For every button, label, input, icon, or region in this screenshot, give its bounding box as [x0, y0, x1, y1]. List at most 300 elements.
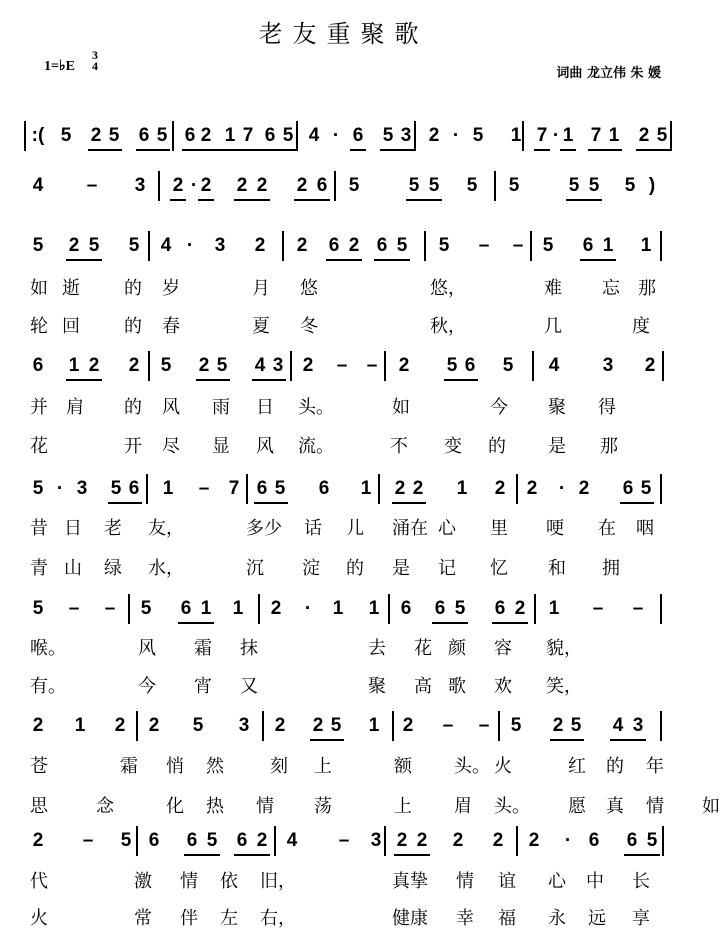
note: 3	[272, 355, 284, 376]
lyric-syllable: 山	[64, 558, 82, 579]
underline-beam	[564, 739, 582, 741]
barline	[24, 121, 26, 151]
lyric-syllable: 咽	[636, 518, 654, 539]
lyric-syllable: 岁	[162, 278, 180, 299]
note: 1	[562, 125, 574, 146]
lyric-syllable: 几	[544, 316, 562, 337]
lyric-syllable: 儿	[346, 518, 364, 539]
note: 6	[318, 478, 330, 499]
note: 1	[232, 598, 244, 619]
underline-beam	[254, 149, 276, 151]
lyric-syllable: 霜	[120, 756, 138, 777]
note: 5	[510, 715, 522, 736]
lyric-syllable: 右，	[260, 908, 296, 929]
underline-beam	[340, 259, 360, 261]
lyric-syllable: 中	[586, 871, 604, 892]
lyric-syllable: 化	[166, 796, 184, 817]
lyric-syllable: 日	[64, 518, 82, 539]
lyric-syllable: 激	[134, 871, 152, 892]
underline-beam	[308, 199, 328, 201]
lyric-syllable: 火	[30, 908, 48, 929]
lyric-syllable: 长	[632, 871, 650, 892]
lyric-syllable: 眉	[454, 796, 472, 817]
lyric-line	[0, 514, 687, 538]
lyric-syllable: 情	[456, 871, 474, 892]
lyric-syllable: 里	[490, 518, 508, 539]
lyric-syllable: 上	[394, 796, 412, 817]
notation-line	[0, 715, 687, 749]
dash-mark: –	[86, 175, 98, 196]
dash-mark: –	[592, 598, 604, 619]
dot-mark: ·	[186, 235, 194, 256]
note: 1	[68, 355, 80, 376]
lyric-syllable: 去	[368, 638, 386, 659]
dot-mark: ·	[56, 478, 64, 499]
credit-line: 词曲 龙立伟 朱 媛	[556, 66, 661, 81]
dot-mark: ·	[452, 125, 460, 146]
lyric-syllable: 年	[646, 756, 664, 777]
lyric-syllable: 难	[544, 278, 562, 299]
lyric-syllable: 是	[548, 436, 566, 457]
lyric-syllable: 聚	[368, 676, 386, 697]
note: 6	[582, 235, 594, 256]
barline	[392, 711, 394, 741]
lyric-syllable: 情	[180, 871, 198, 892]
dash-mark: –	[478, 715, 490, 736]
dot-mark: ·	[190, 175, 198, 196]
note: 2	[32, 715, 44, 736]
note: 2	[90, 125, 102, 146]
lyric-syllable: 和	[548, 558, 566, 579]
lyric-syllable: 旧，	[260, 871, 296, 892]
underline-beam	[458, 379, 476, 381]
notation-line	[0, 235, 687, 269]
dash-mark: –	[68, 598, 80, 619]
note: 6	[148, 830, 160, 851]
lyric-syllable: 代	[30, 871, 48, 892]
note: 3	[76, 478, 88, 499]
note: 1	[368, 715, 380, 736]
note: 2	[394, 478, 406, 499]
note: :(	[31, 125, 45, 146]
barline	[296, 121, 298, 151]
underline-beam	[276, 149, 294, 151]
lyric-syllable: 风	[162, 397, 180, 418]
lyric-syllable: 高	[414, 676, 432, 697]
note: 2	[396, 830, 408, 851]
lyric-syllable: 有。	[30, 676, 66, 697]
underline-beam	[638, 854, 658, 856]
note: 2	[412, 478, 424, 499]
lyric-syllable: 风	[138, 638, 156, 659]
note: 5	[192, 715, 204, 736]
note: 3	[134, 175, 146, 196]
dot-mark: ·	[332, 125, 340, 146]
dash-mark: –	[632, 598, 644, 619]
lyric-syllable: 念	[96, 796, 114, 817]
lyric-syllable: 情	[256, 796, 274, 817]
lyric-syllable: 上	[314, 756, 332, 777]
note: 5	[32, 598, 44, 619]
barline	[660, 711, 662, 741]
lyric-syllable: 秋，	[430, 316, 466, 337]
lyric-syllable: 轮	[30, 316, 48, 337]
note: 2	[68, 235, 80, 256]
note: 4	[286, 830, 298, 851]
note: 3	[602, 355, 614, 376]
note: 3	[370, 830, 382, 851]
lyric-syllable: 那	[638, 278, 656, 299]
note: 1	[162, 478, 174, 499]
lyric-syllable: 逝	[62, 278, 80, 299]
lyric-line	[0, 867, 687, 891]
lyric-syllable: 的	[488, 436, 506, 457]
note: 2	[492, 830, 504, 851]
note: 7	[590, 125, 602, 146]
key-signature: 1=♭E	[44, 59, 75, 74]
note: 2	[236, 175, 248, 196]
lyric-syllable: 友，	[148, 518, 184, 539]
note: 7	[536, 125, 548, 146]
barline	[290, 351, 292, 381]
lyric-syllable: 悠，	[430, 278, 466, 299]
underline-beam	[506, 622, 526, 624]
lyric-syllable: 雨	[212, 397, 230, 418]
note: 6	[264, 125, 276, 146]
note: 5	[32, 235, 44, 256]
note: 2	[578, 478, 590, 499]
note: 1	[456, 478, 468, 499]
lyric-syllable: 伴	[180, 908, 198, 929]
lyric-syllable: 不	[390, 436, 408, 457]
note: 5	[502, 355, 514, 376]
barline	[274, 826, 276, 856]
meter-bottom: 4	[92, 59, 98, 73]
note: 2	[274, 715, 286, 736]
dash-mark: –	[478, 235, 490, 256]
barline	[494, 171, 496, 201]
underline-beam	[266, 379, 284, 381]
barline	[534, 594, 536, 624]
note: 5	[454, 598, 466, 619]
lyric-syllable: 在	[598, 518, 616, 539]
dash-mark: –	[104, 598, 116, 619]
lyric-syllable: 得	[598, 397, 616, 418]
lyric-syllable: 风	[256, 436, 274, 457]
barline	[146, 474, 148, 504]
lyric-syllable: 尽	[162, 436, 180, 457]
note: 2	[296, 175, 308, 196]
lyric-syllable: 的	[124, 397, 142, 418]
underline-beam	[534, 149, 550, 151]
note: 5	[568, 175, 580, 196]
underline-beam	[580, 199, 600, 201]
meter-top: 3	[92, 48, 98, 62]
note: 2	[148, 715, 160, 736]
lyric-syllable: 远	[588, 908, 606, 929]
barline	[262, 711, 264, 741]
underline-beam	[388, 259, 408, 261]
underline-beam	[634, 502, 652, 504]
barline	[384, 826, 386, 856]
note: 5	[206, 830, 218, 851]
lyric-syllable: 悠	[300, 278, 318, 299]
note: 6	[256, 478, 268, 499]
barline	[258, 594, 260, 624]
underline-beam	[198, 199, 214, 201]
dash-mark: –	[366, 355, 378, 376]
dot-mark: ·	[304, 598, 312, 619]
barline	[498, 711, 500, 741]
lyric-syllable: 冬	[300, 316, 318, 337]
note: 1	[368, 598, 380, 619]
dash-mark: –	[338, 830, 350, 851]
note: 6	[128, 478, 140, 499]
note: 3	[632, 715, 644, 736]
barline	[660, 474, 662, 504]
lyric-syllable: 花	[414, 638, 432, 659]
lyric-syllable: 并	[30, 397, 48, 418]
lyric-syllable: 水，	[148, 558, 184, 579]
note: 2	[128, 355, 140, 376]
lyric-syllable: 回	[62, 316, 80, 337]
note: 5	[120, 830, 132, 851]
dash-mark: –	[336, 355, 348, 376]
note: 6	[32, 355, 44, 376]
notation-line	[0, 830, 687, 864]
lyric-syllable: 永	[548, 908, 566, 929]
note: 2	[198, 355, 210, 376]
lyric-syllable: 欢	[494, 676, 512, 697]
barline	[378, 474, 380, 504]
lyric-syllable: 花	[30, 436, 48, 457]
barline	[246, 474, 248, 504]
note: 5	[32, 478, 44, 499]
note: 2	[200, 175, 212, 196]
note: 3	[214, 235, 226, 256]
lyric-syllable: 歌	[448, 676, 466, 697]
note: 2	[528, 830, 540, 851]
lyric-syllable: 记	[438, 558, 456, 579]
lyric-syllable: 享	[632, 908, 650, 929]
note: 4	[548, 355, 560, 376]
lyric-syllable: 日	[256, 397, 274, 418]
lyric-syllable: 喉。	[30, 638, 66, 659]
note: 6	[186, 830, 198, 851]
note: 6	[184, 125, 196, 146]
lyric-syllable: 开	[124, 436, 142, 457]
note: 4	[32, 175, 44, 196]
barline	[158, 171, 160, 201]
lyric-syllable: 苍	[30, 756, 48, 777]
barline	[662, 826, 664, 856]
dash-mark: –	[512, 235, 524, 256]
underline-beam	[350, 149, 366, 151]
lyric-syllable: 话	[304, 518, 322, 539]
barline	[384, 351, 386, 381]
barline	[424, 231, 426, 261]
underline-beam	[394, 149, 412, 151]
note: 5	[348, 175, 360, 196]
lyric-line	[0, 312, 687, 336]
note: 6	[352, 125, 364, 146]
lyric-syllable: 老	[104, 518, 122, 539]
lyric-syllable: 容	[494, 638, 512, 659]
lyric-syllable: 青	[30, 558, 48, 579]
note: 2	[32, 830, 44, 851]
lyric-syllable: 昔	[30, 518, 48, 539]
note: 6	[138, 125, 150, 146]
note: 2	[552, 715, 564, 736]
note: 1	[332, 598, 344, 619]
lyric-syllable: 额	[394, 756, 412, 777]
note: 2	[402, 715, 414, 736]
lyric-syllable: 如	[702, 796, 720, 817]
note: 2	[270, 598, 282, 619]
note: 2	[254, 235, 266, 256]
note: 3	[400, 125, 412, 146]
note: 1	[602, 235, 614, 256]
note: 2	[172, 175, 184, 196]
lyric-syllable: 宵	[194, 676, 212, 697]
lyric-syllable: 抹	[240, 638, 258, 659]
lyric-syllable: 颜	[448, 638, 466, 659]
barline	[148, 351, 150, 381]
note: 2	[296, 235, 308, 256]
barline	[136, 711, 138, 741]
note: 6	[236, 830, 248, 851]
underline-beam	[102, 149, 120, 151]
lyric-syllable: 左	[220, 908, 238, 929]
note: 1	[608, 125, 620, 146]
lyric-syllable: 愿	[568, 796, 586, 817]
lyric-syllable: 健康	[392, 908, 428, 929]
note: 5	[216, 355, 228, 376]
lyric-syllable: 貌，	[546, 638, 582, 659]
note: 3	[238, 715, 250, 736]
note: 2	[644, 355, 656, 376]
note: 2	[428, 125, 440, 146]
note: 1	[200, 598, 212, 619]
note: 5	[542, 235, 554, 256]
underline-beam	[446, 622, 466, 624]
notation-line	[0, 478, 687, 512]
note: 5	[88, 235, 100, 256]
note: 2	[526, 478, 538, 499]
lyric-line	[0, 274, 687, 298]
lyric-syllable: 霜	[194, 638, 212, 659]
note: 7	[242, 125, 254, 146]
underline-beam	[650, 149, 668, 151]
underline-beam	[170, 199, 186, 201]
lyric-syllable: 忘	[602, 278, 620, 299]
note: 1	[640, 235, 652, 256]
barline	[128, 594, 130, 624]
note: 5	[274, 478, 286, 499]
note: 1	[224, 125, 236, 146]
lyric-syllable: 真挚	[392, 871, 428, 892]
dot-mark: ·	[552, 125, 560, 146]
lyric-syllable: 的	[124, 278, 142, 299]
note: 5	[60, 125, 72, 146]
song-title: 老友重聚歌	[258, 20, 429, 48]
note: 5	[656, 125, 668, 146]
barline	[530, 231, 532, 261]
lyric-syllable: 热	[206, 796, 224, 817]
note: 6	[494, 598, 506, 619]
lyric-syllable: 那	[600, 436, 618, 457]
barline	[282, 231, 284, 261]
barline	[388, 594, 390, 624]
underline-beam	[408, 854, 428, 856]
lyric-syllable: 的	[124, 316, 142, 337]
barline	[662, 351, 664, 381]
note: 7	[228, 478, 240, 499]
note: 1	[360, 478, 372, 499]
lyric-syllable: 荡	[314, 796, 332, 817]
notation-line	[0, 598, 687, 632]
underline-beam	[560, 149, 576, 151]
lyric-syllable: 月	[252, 278, 270, 299]
note: 2	[514, 598, 526, 619]
lyric-line	[0, 672, 687, 696]
note: 5	[282, 125, 294, 146]
lyric-syllable: 谊	[498, 871, 516, 892]
lyric-line	[0, 634, 687, 658]
lyric-syllable: 刻	[270, 756, 288, 777]
lyric-syllable: 思	[30, 796, 48, 817]
note: 2	[256, 830, 268, 851]
barline	[516, 474, 518, 504]
underline-beam	[420, 199, 440, 201]
underline-beam	[624, 739, 644, 741]
lyric-syllable: 显	[212, 436, 230, 457]
note: 6	[376, 235, 388, 256]
lyric-syllable: 如	[30, 278, 48, 299]
note: 5	[472, 125, 484, 146]
underline-beam	[80, 259, 100, 261]
note: 6	[464, 355, 476, 376]
lyric-syllable: 心	[548, 871, 566, 892]
underline-beam	[602, 149, 620, 151]
underline-beam	[80, 379, 100, 381]
note: 6	[434, 598, 446, 619]
lyric-syllable: 依	[220, 871, 238, 892]
note: 2	[452, 830, 464, 851]
underline-beam	[212, 149, 236, 151]
note: 2	[398, 355, 410, 376]
note: 5	[408, 175, 420, 196]
barline	[522, 121, 524, 151]
note: 5	[160, 355, 172, 376]
note: 5	[330, 715, 342, 736]
note: 5	[446, 355, 458, 376]
lyric-syllable: 如	[392, 397, 410, 418]
note: 6	[180, 598, 192, 619]
underline-beam	[236, 149, 254, 151]
note: 2	[256, 175, 268, 196]
note: 5	[646, 830, 658, 851]
note: 2	[200, 125, 212, 146]
note: 5	[640, 478, 652, 499]
lyric-syllable: 然	[206, 756, 224, 777]
lyric-line	[0, 432, 687, 456]
underline-beam	[268, 502, 286, 504]
note: 4	[160, 235, 172, 256]
note: 5	[140, 598, 152, 619]
note: 5	[128, 235, 140, 256]
note: 1	[74, 715, 86, 736]
